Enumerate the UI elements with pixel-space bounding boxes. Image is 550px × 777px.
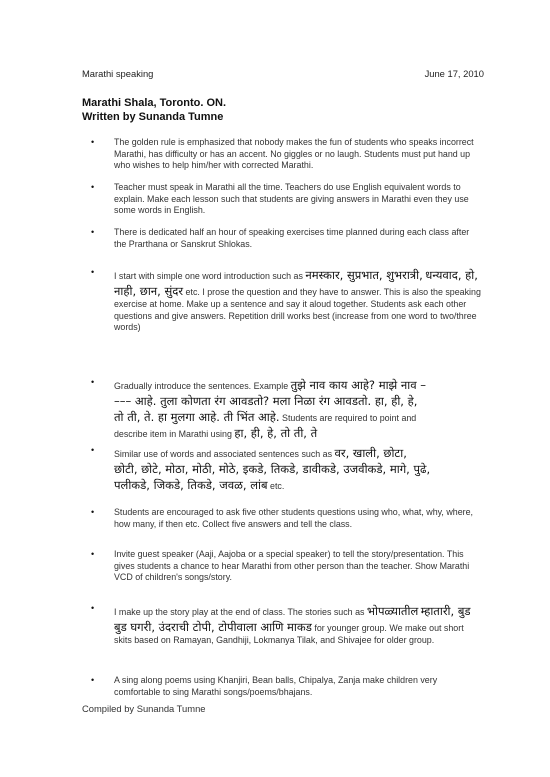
item-text: etc.	[267, 481, 285, 491]
list-item	[82, 507, 482, 549]
item-text: Similar use of words and associated sentences such as	[114, 449, 335, 459]
item-text: etc. I prose the question and they have to answer. This is also the speaking exercise at home. Make up a sentence and say it aloud together. Students ask each other questions and give answers. Repetition drill works best (increase from one word to two/three words)	[114, 287, 481, 333]
page-header	[82, 68, 484, 79]
marathi-sentence: ––– आहे. तुला कोणता रंग आवडतो? मला निळा रंग आवडतो. हा, ही, हे,	[114, 394, 418, 408]
marathi-words: छोटी, छोटे, मोठा, मोठी, मोठे, इकडे, तिकडे, डावीकडे, उजवीकडे, मागे, पुढे,	[114, 462, 431, 476]
list-item	[82, 549, 482, 603]
bullet-icon: •	[91, 507, 95, 517]
title-line: Marathi Shala, Toronto. ON.	[82, 97, 227, 109]
list-item	[82, 445, 482, 507]
bullet-icon: •	[91, 137, 95, 147]
bullet-icon: •	[91, 377, 95, 387]
marathi-story-titles: म्हातारी, बुड बुड घगरी, उंदराची टोपी, टोपीवाला आणि माकड	[114, 604, 471, 634]
marathi-words: भोपळ्यातील	[366, 604, 419, 618]
list-item	[82, 267, 482, 377]
bullet-icon: •	[91, 675, 95, 685]
item-text: A sing along poems using Khanjiri, Bean balls, Chipalya, Zanja make children very comfortable to sing Marathi songs/poems/bhajans.	[114, 675, 438, 697]
bullet-icon: •	[91, 267, 95, 277]
document-title	[82, 96, 226, 124]
item-text: Invite guest speaker (Aaji, Aajoba or a special speaker) to tell the story/presentation. This gives students a chance to hear Marathi from other person than the teacher. Show Marathi VCD of children's songs/story.	[114, 549, 470, 583]
list-item	[82, 182, 482, 227]
list-item	[82, 227, 482, 267]
marathi-words: धन्यवाद, हो, नाही, छान, सुंदर	[114, 268, 478, 298]
marathi-words: हा, ही, हे, तो ती, ते	[234, 426, 318, 440]
item-text: I make up the story play at the end of class. The stories such as	[114, 607, 367, 617]
item-text: for younger group. We make out short skits based on Ramayan, Gandhiji, Lokmanya Tilak, and Shivajee for older group.	[114, 623, 464, 645]
item-text: Students are encouraged to ask five other students questions using who, what, why, where, how many, if then etc. Collect five answers and tell the class.	[114, 507, 473, 529]
marathi-words: पलीकडे, जिकडे, तिकडे, जवळ, लांब	[114, 478, 268, 492]
bullet-list	[82, 137, 482, 705]
bullet-icon: •	[91, 445, 95, 455]
list-item	[82, 675, 482, 705]
item-text: Students are required to point and	[279, 413, 417, 423]
item-text: There is dedicated half an hour of speaking exercises time planned during each class after the Prarthana or Sanskrut Shlokas.	[114, 227, 470, 249]
list-item	[82, 377, 482, 445]
item-text: describe item in Marathi using	[114, 429, 235, 439]
item-text: I start with simple one word introduction such as	[114, 271, 306, 281]
item-text: Teacher must speak in Marathi all the time. Teachers do use English equivalent words to explain. Make each lesson such that students are giving answers in Marathi even they use some words in English.	[114, 182, 469, 216]
bullet-icon: •	[91, 603, 95, 613]
page-footer: Compiled by Sunanda Tumne	[82, 703, 206, 714]
item-text: Gradually introduce the sentences. Example	[114, 381, 291, 391]
marathi-words: नमस्कार, सुप्रभात, शुभरात्री,	[305, 268, 423, 282]
marathi-sentence: तुझे नाव काय आहे? माझे नाव –	[290, 378, 427, 392]
item-text: The golden rule is emphasized that nobody makes the fun of students who speaks incorrect Marathi, has difficulty or has an accent. No giggles or no laugh. Students must put hand up who wishes to help him/her with corrected Marathi.	[114, 137, 474, 171]
list-item	[82, 137, 482, 182]
author-line: Written by Sunanda Tumne	[82, 111, 224, 123]
bullet-icon: •	[91, 549, 95, 559]
marathi-sentence: तो ती, ते. हा मुलगा आहे. ती भिंत आहे.	[114, 410, 280, 424]
bullet-icon: •	[91, 182, 95, 192]
marathi-words: वर, खाली, छोटा,	[334, 446, 407, 460]
list-item	[82, 603, 482, 675]
header-date: June 17, 2010	[424, 68, 484, 79]
bullet-icon: •	[91, 227, 95, 237]
header-title: Marathi speaking	[82, 68, 154, 79]
